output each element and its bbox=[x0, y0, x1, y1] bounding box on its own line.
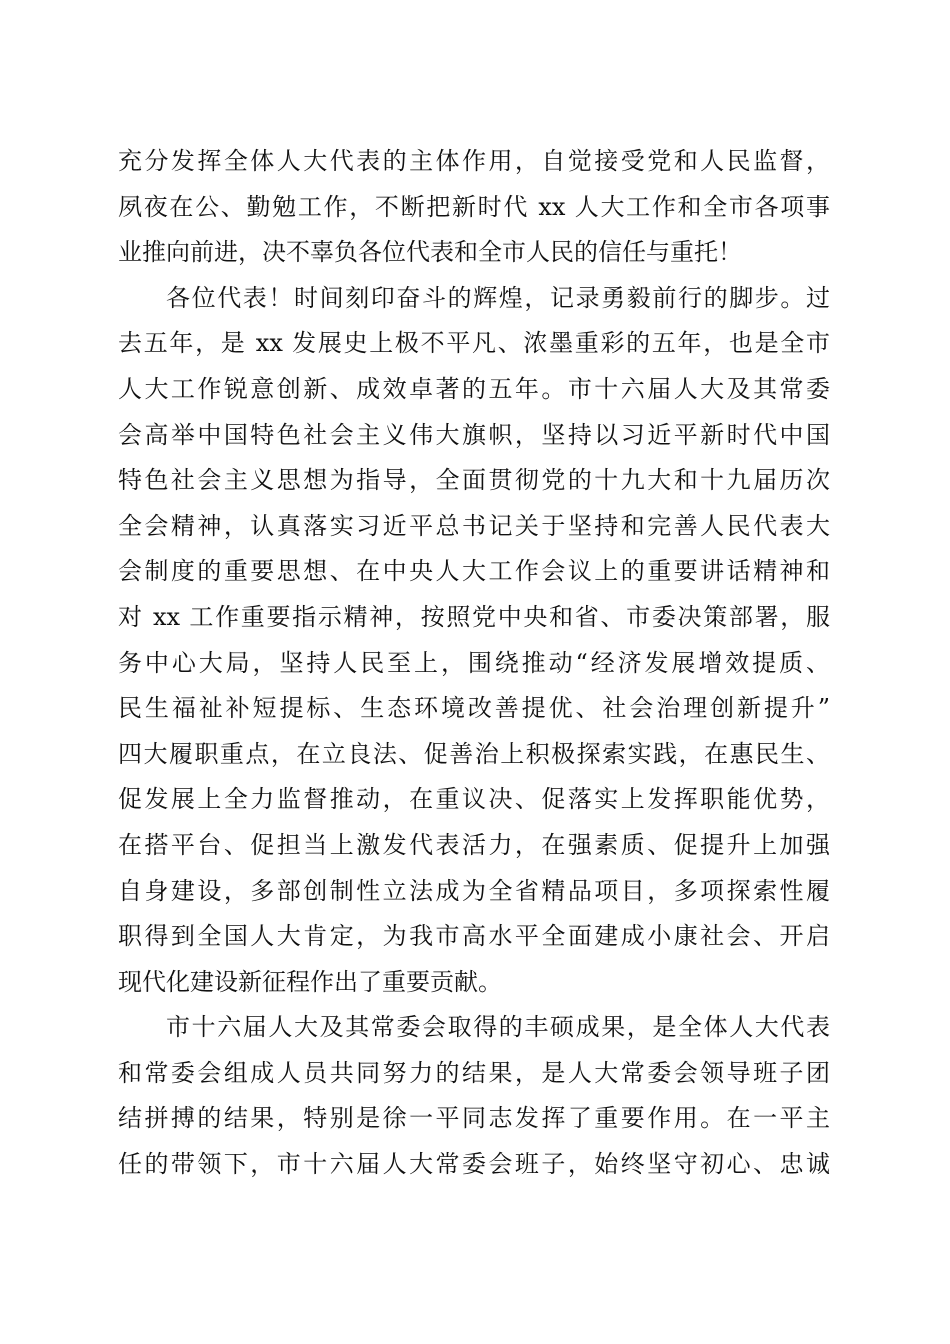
text-line: 全会精神，认真落实习近平总书记关于坚持和完善人民代表大 bbox=[118, 511, 830, 540]
text-line: 业推向前进，决不辜负各位代表和全市人民的信任与重托！ bbox=[118, 238, 742, 267]
text-line: 充分发挥全体人大代表的主体作用，自觉接受党和人民监督， bbox=[118, 147, 830, 175]
text-line: 人大工作锐意创新、成效卓著的五年。市十六届人大及其常委 bbox=[118, 374, 830, 403]
text-line: 会制度的重要思想、在中央人大工作会议上的重要讲话精神和 bbox=[118, 557, 830, 586]
text-line: 在搭平台、促担当上激发代表活力，在强素质、促提升上加强 bbox=[118, 830, 830, 859]
text-line: 任的带领下，市十六届人大常委会班子，始终坚守初心、忠诚 bbox=[118, 1150, 830, 1179]
text-line: 自身建设，多部创制性立法成为全省精品项目，多项探索性履 bbox=[118, 876, 830, 905]
text-line: 去五年，是 xx 发展史上极不平凡、浓墨重彩的五年，也是全市 bbox=[118, 329, 830, 358]
text-line: 现代化建设新征程作出了重要贡献。 bbox=[118, 967, 502, 996]
text-line: 各位代表！时间刻印奋斗的辉煌，记录勇毅前行的脚步。过 bbox=[166, 283, 830, 312]
text-line: 市十六届人大及其常委会取得的丰硕成果，是全体人大代表 bbox=[166, 1013, 830, 1042]
text-line: 结拼搏的结果，特别是徐一平同志发挥了重要作用。在一平主 bbox=[118, 1104, 830, 1133]
paragraph-3 bbox=[118, 1005, 830, 1187]
document-body bbox=[118, 139, 830, 1188]
text-line: 对 xx 工作重要指示精神，按照党中央和省、市委决策部署，服 bbox=[118, 602, 830, 631]
text-line: 务中心大局，坚持人民至上，围绕推动“经济发展增效提质、 bbox=[118, 648, 830, 677]
text-line: 四大履职重点，在立良法、促善治上积极探索实践，在惠民生、 bbox=[118, 739, 830, 768]
text-line: 民生福祉补短提标、生态环境改善提优、社会治理创新提升” bbox=[118, 694, 830, 723]
text-line: 促发展上全力监督推动，在重议决、促落实上发挥职能优势， bbox=[118, 785, 830, 814]
text-line: 夙夜在公、勤勉工作，不断把新时代 xx 人大工作和全市各项事 bbox=[118, 192, 830, 221]
text-line: 特色社会主义思想为指导，全面贯彻党的十九大和十九届历次 bbox=[118, 466, 830, 495]
text-line: 职得到全国人大肯定，为我市高水平全面建成小康社会、开启 bbox=[118, 922, 830, 951]
text-line: 和常委会组成人员共同努力的结果，是人大常委会领导班子团 bbox=[118, 1058, 830, 1087]
text-line: 会高举中国特色社会主义伟大旗帜，坚持以习近平新时代中国 bbox=[118, 420, 830, 449]
paragraph-1 bbox=[118, 139, 830, 276]
paragraph-2 bbox=[118, 276, 830, 1006]
